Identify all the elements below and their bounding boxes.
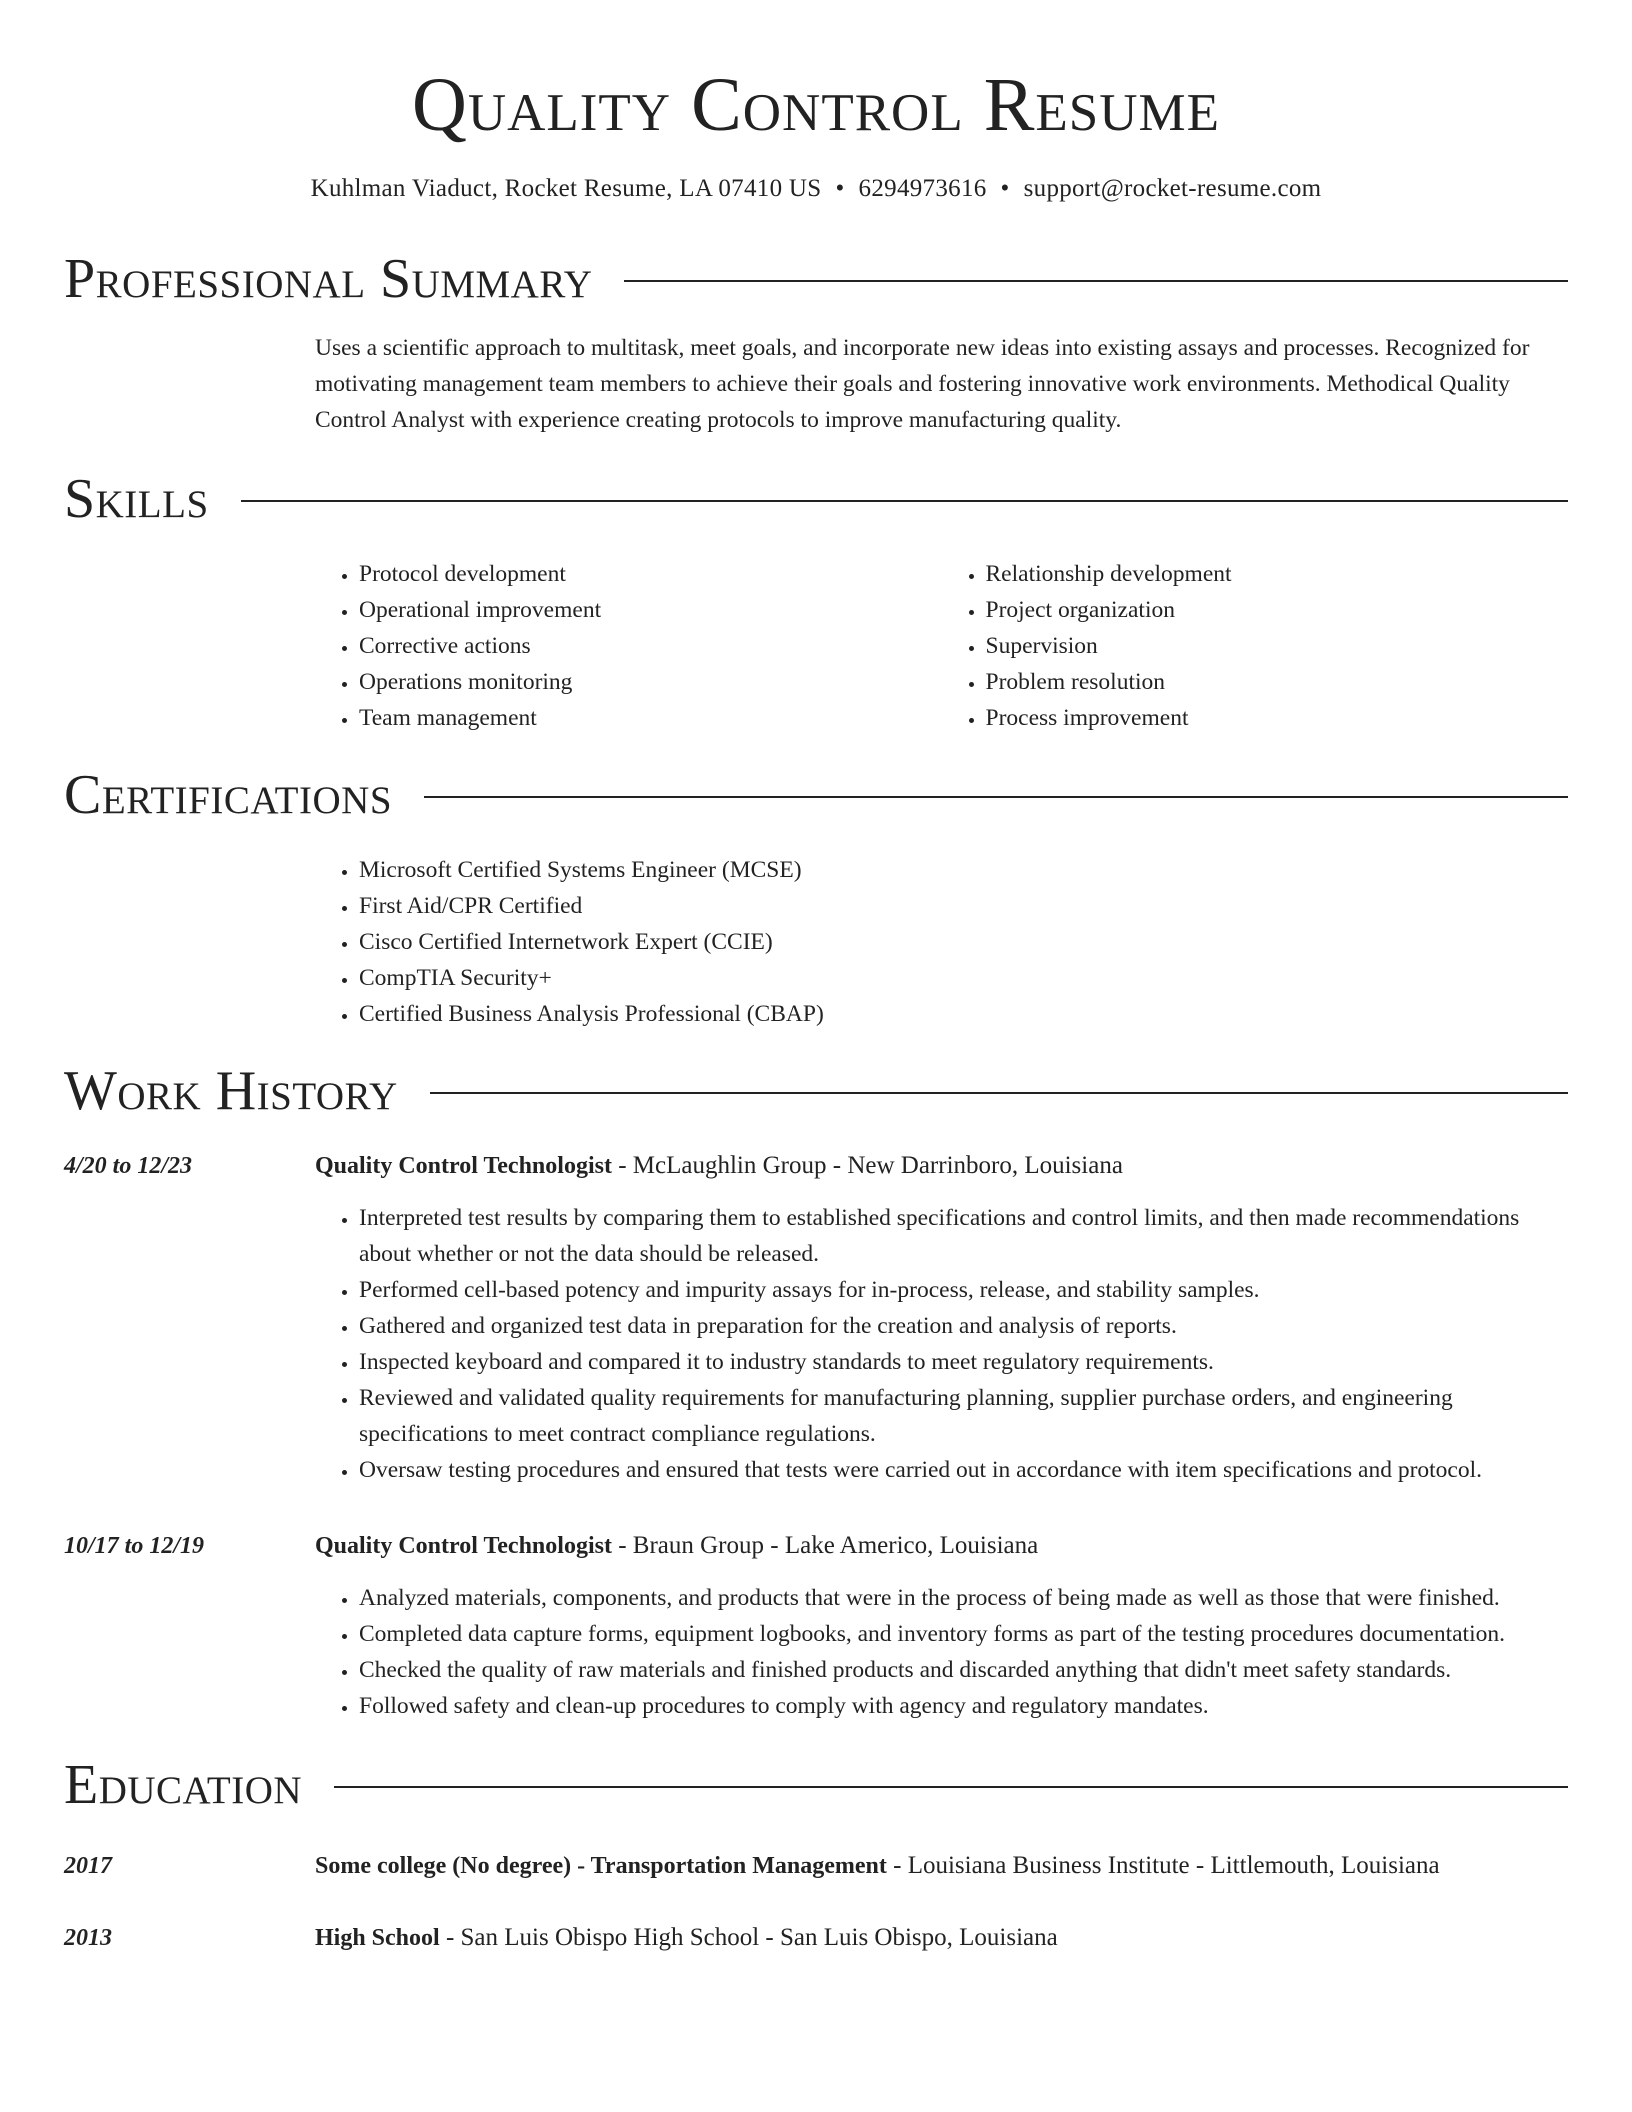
job-entry — [64, 1528, 1568, 1724]
summary-heading: Professional Summary — [64, 248, 593, 310]
skill-item: • Project organization — [986, 592, 1569, 628]
skills-column-right — [942, 556, 1569, 736]
skill-item: • Corrective actions — [359, 628, 942, 664]
education-degree: High School — [315, 1925, 440, 1951]
job-title: Quality Control Technologist — [315, 1153, 612, 1179]
email: support@rocket-resume.com — [1023, 175, 1322, 202]
job-bullet: • Completed data capture forms, equipment logbooks, and inventory forms as part of the testing procedures documentation. — [359, 1616, 1568, 1652]
section-divider — [334, 1786, 1568, 1788]
section-divider — [624, 280, 1568, 282]
certification-item: • Cisco Certified Internetwork Expert (CCIE) — [359, 924, 1568, 960]
skill-item: • Operational improvement — [359, 592, 942, 628]
separator-dot: • — [1000, 175, 1010, 202]
certification-item: • First Aid/CPR Certified — [359, 888, 1568, 924]
skills-section-header — [64, 466, 1568, 532]
resume-page — [64, 0, 1568, 1956]
education-year: 2013 — [64, 1925, 112, 1951]
skill-item: • Protocol development — [359, 556, 942, 592]
job-bullet: • Gathered and organized test data in preparation for the creation and analysis of reports. — [359, 1308, 1568, 1344]
job-bullet: • Performed cell-based potency and impurity assays for in-process, release, and stability samples. — [359, 1272, 1568, 1308]
certification-item: • Certified Business Analysis Professional (CBAP) — [359, 996, 1568, 1032]
job-bullet: • Inspected keyboard and compared it to industry standards to meet regulatory requirements. — [359, 1344, 1568, 1380]
education-entry — [64, 1920, 1568, 1956]
section-divider — [430, 1092, 1568, 1094]
summary-text: Uses a scientific approach to multitask, meet goals, and incorporate new ideas into existing assays and processes. Recognized for motivating management team members to achieve their goals and fostering innovative work environments. Methodical Quality Control Analyst with experience creating protocols to improve manufacturing quality. — [315, 335, 1530, 433]
page-title: Quality Control Resume — [411, 63, 1221, 147]
job-entry — [64, 1148, 1568, 1488]
education-year: 2017 — [64, 1853, 112, 1879]
job-bullet: • Followed safety and clean-up procedures to comply with agency and regulatory mandates. — [359, 1688, 1568, 1724]
education-school: - San Luis Obispo High School - San Luis Obispo, Louisiana — [439, 1924, 1058, 1951]
section-divider — [241, 500, 1568, 502]
skill-item: • Problem resolution — [986, 664, 1569, 700]
job-dates: 4/20 to 12/23 — [64, 1153, 193, 1179]
education-entry — [64, 1848, 1568, 1884]
job-heading — [315, 1528, 1568, 1564]
phone: 6294973616 — [858, 175, 987, 202]
contact-line — [64, 174, 1568, 204]
job-employer: - McLaughlin Group - New Darrinboro, Louisiana — [611, 1152, 1123, 1179]
skill-item: • Operations monitoring — [359, 664, 942, 700]
work-section-header — [64, 1058, 1568, 1124]
job-bullet: • Oversaw testing procedures and ensured that tests were carried out in accordance with item specifications and protocol. — [359, 1452, 1568, 1488]
skill-item: • Process improvement — [986, 700, 1569, 736]
education-school: - Louisiana Business Institute - Littlemouth, Louisiana — [886, 1852, 1440, 1879]
summary-section-header — [64, 246, 1568, 312]
job-bullet: • Reviewed and validated quality requirements for manufacturing planning, supplier purchase orders, and engineering specifications to meet contract compliance regulations. — [359, 1380, 1568, 1452]
skill-item: • Supervision — [986, 628, 1569, 664]
skill-item: • Team management — [359, 700, 942, 736]
address: Kuhlman Viaduct, Rocket Resume, LA 07410 US — [310, 175, 822, 202]
certifications-heading: Certifications — [64, 764, 393, 826]
education-heading: Education — [64, 1754, 303, 1816]
job-bullet: • Interpreted test results by comparing them to established specifications and control limits, and then made recommendations about whether or not the data should be released. — [359, 1200, 1568, 1272]
education-section-header — [64, 1752, 1568, 1818]
job-bullet: • Analyzed materials, components, and products that were in the process of being made as well as those that were finished. — [359, 1580, 1568, 1616]
job-heading — [315, 1148, 1568, 1184]
certification-item: • CompTIA Security+ — [359, 960, 1568, 996]
job-bullets — [315, 1580, 1568, 1724]
job-title: Quality Control Technologist — [315, 1533, 612, 1559]
job-bullet: • Checked the quality of raw materials and finished products and discarded anything that didn't meet safety standards. — [359, 1652, 1568, 1688]
skill-item: • Relationship development — [986, 556, 1569, 592]
skills-list — [315, 556, 1568, 736]
section-divider — [424, 796, 1568, 798]
separator-dot: • — [835, 175, 845, 202]
certification-item: • Microsoft Certified Systems Engineer (MCSE) — [359, 852, 1568, 888]
certifications-section-header — [64, 762, 1568, 828]
skills-heading: Skills — [64, 468, 209, 530]
education-degree: Some college (No degree) - Transportation Management — [315, 1853, 887, 1879]
skills-column-left — [315, 556, 942, 736]
certifications-list — [315, 852, 1568, 1032]
work-heading: Work History — [64, 1060, 398, 1122]
job-bullets — [315, 1200, 1568, 1488]
job-employer: - Braun Group - Lake Americo, Louisiana — [611, 1532, 1039, 1559]
job-dates: 10/17 to 12/19 — [64, 1533, 205, 1559]
